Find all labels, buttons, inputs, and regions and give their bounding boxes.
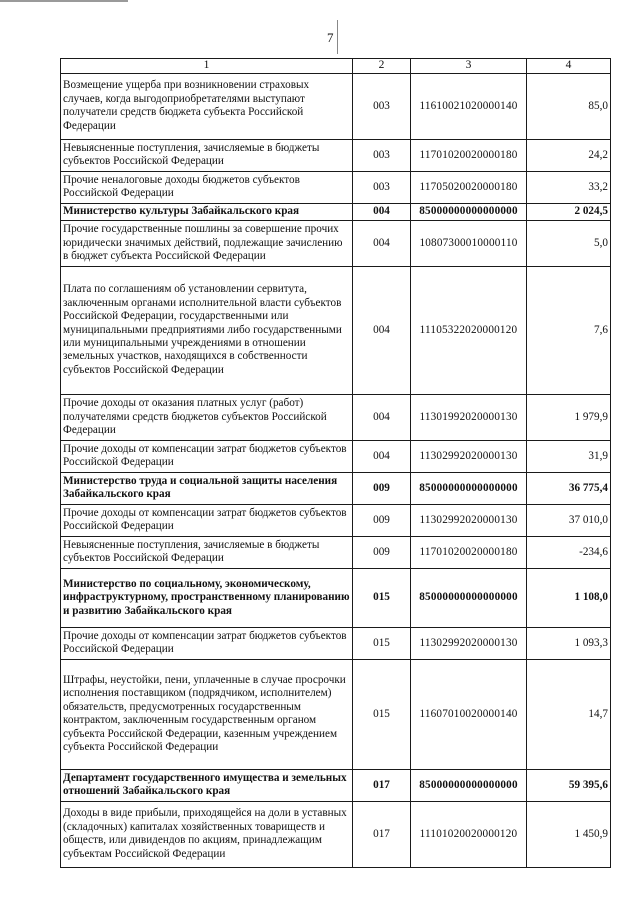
- row-name: Невыясненные поступления, зачисляемые в бюджеты субъектов Российской Федерации: [61, 536, 353, 568]
- row-admin-code: 015: [353, 659, 411, 769]
- row-amount: 1 108,0: [527, 568, 611, 627]
- table-row: [61, 536, 611, 568]
- row-name: Прочие доходы от компенсации затрат бюджетов субъектов Российской Федерации: [61, 627, 353, 659]
- row-admin-code: 017: [353, 769, 411, 801]
- table-row: [61, 73, 611, 139]
- row-amount: 37 010,0: [527, 504, 611, 536]
- revenue-table: [60, 58, 611, 868]
- row-budget-code: 85000000000000000: [411, 472, 527, 504]
- row-amount: 36 775,4: [527, 472, 611, 504]
- header-col-1: 1: [61, 59, 353, 74]
- row-budget-code: 85000000000000000: [411, 203, 527, 220]
- table-row-ministry: [61, 472, 611, 504]
- row-amount: 1 979,9: [527, 394, 611, 440]
- table-row: [61, 139, 611, 171]
- row-amount: 33,2: [527, 171, 611, 203]
- header-col-3: 3: [411, 59, 527, 74]
- row-budget-code: 10807300010000110: [411, 220, 527, 266]
- row-budget-code: 85000000000000000: [411, 769, 527, 801]
- row-name: Министерство по социальному, экономическому, инфраструктурному, пространственному планированию и развитию Забайкальского края: [61, 568, 353, 627]
- row-name: Плата по соглашениям об установлении сервитута, заключенным органами исполнительной власти субъектов Российской Федерации, государственными или муниципальными предприятиями либо государственными или муниципальными учреждениями в отношении земельных участков, находящихся в собственности субъектов Российской Федерации: [61, 266, 353, 394]
- row-name: Министерство труда и социальной защиты населения Забайкальского края: [61, 472, 353, 504]
- table-header-row: [61, 59, 611, 74]
- row-amount: 1 093,3: [527, 627, 611, 659]
- row-amount: 2 024,5: [527, 203, 611, 220]
- row-name: Прочие доходы от компенсации затрат бюджетов субъектов Российской Федерации: [61, 440, 353, 472]
- fold-mark: [337, 20, 338, 54]
- row-admin-code: 004: [353, 440, 411, 472]
- row-name: Штрафы, неустойки, пени, уплаченные в случае просрочки исполнения поставщиком (подрядчиком, исполнителем) обязательств, предусмотренных государственным контрактом, заключенным государственным органом субъекта Российской Федерации, казенным учреждением субъекта Российской Федерации: [61, 659, 353, 769]
- row-admin-code: 009: [353, 504, 411, 536]
- header-col-2: 2: [353, 59, 411, 74]
- row-budget-code: 11610021020000140: [411, 73, 527, 139]
- row-admin-code: 009: [353, 472, 411, 504]
- table-row-ministry: [61, 769, 611, 801]
- row-budget-code: 11607010020000140: [411, 659, 527, 769]
- row-admin-code: 009: [353, 536, 411, 568]
- row-name: Министерство культуры Забайкальского края: [61, 203, 353, 220]
- row-budget-code: 11302992020000130: [411, 504, 527, 536]
- page-number: 7: [327, 30, 334, 45]
- row-name: Департамент государственного имущества и земельных отношений Забайкальского края: [61, 769, 353, 801]
- row-amount: 59 395,6: [527, 769, 611, 801]
- row-admin-code: 017: [353, 801, 411, 867]
- row-admin-code: 015: [353, 568, 411, 627]
- row-amount: 1 450,9: [527, 801, 611, 867]
- row-admin-code: 015: [353, 627, 411, 659]
- scan-edge-line: [0, 0, 128, 2]
- row-amount: 24,2: [527, 139, 611, 171]
- row-budget-code: 11105322020000120: [411, 266, 527, 394]
- table-row: [61, 627, 611, 659]
- row-amount: 14,7: [527, 659, 611, 769]
- table-row: [61, 220, 611, 266]
- row-admin-code: 004: [353, 394, 411, 440]
- row-admin-code: 004: [353, 203, 411, 220]
- row-budget-code: 85000000000000000: [411, 568, 527, 627]
- row-name: Доходы в виде прибыли, приходящейся на доли в уставных (складочных) капиталах хозяйственных товариществ и обществ, или дивидендов по акциям, принадлежащим субъектам Российской Федерации: [61, 801, 353, 867]
- table-row-ministry: [61, 203, 611, 220]
- row-admin-code: 003: [353, 171, 411, 203]
- table-row: [61, 504, 611, 536]
- row-amount: -234,6: [527, 536, 611, 568]
- row-name: Прочие государственные пошлины за совершение прочих юридически значимых действий, подлежащие зачислению в бюджет субъекта Российской Федерации: [61, 220, 353, 266]
- row-budget-code: 11302992020000130: [411, 627, 527, 659]
- row-admin-code: 004: [353, 220, 411, 266]
- table-row: [61, 440, 611, 472]
- table-row-ministry: [61, 568, 611, 627]
- table-row: [61, 171, 611, 203]
- row-name: Прочие доходы от оказания платных услуг (работ) получателями средств бюджетов субъектов Российской Федерации: [61, 394, 353, 440]
- row-budget-code: 11701020020000180: [411, 536, 527, 568]
- row-amount: 5,0: [527, 220, 611, 266]
- row-amount: 85,0: [527, 73, 611, 139]
- row-budget-code: 11302992020000130: [411, 440, 527, 472]
- row-admin-code: 004: [353, 266, 411, 394]
- row-budget-code: 11101020020000120: [411, 801, 527, 867]
- row-name: Прочие доходы от компенсации затрат бюджетов субъектов Российской Федерации: [61, 504, 353, 536]
- row-amount: 31,9: [527, 440, 611, 472]
- row-name: Возмещение ущерба при возникновении страховых случаев, когда выгодоприобретателями выступают получатели средств бюджета субъекта Российской Федерации: [61, 73, 353, 139]
- table-row: [61, 394, 611, 440]
- row-budget-code: 11701020020000180: [411, 139, 527, 171]
- row-admin-code: 003: [353, 139, 411, 171]
- header-col-4: 4: [527, 59, 611, 74]
- row-budget-code: 11301992020000130: [411, 394, 527, 440]
- table-row: [61, 266, 611, 394]
- row-name: Невыясненные поступления, зачисляемые в бюджеты субъектов Российской Федерации: [61, 139, 353, 171]
- row-amount: 7,6: [527, 266, 611, 394]
- row-name: Прочие неналоговые доходы бюджетов субъектов Российской Федерации: [61, 171, 353, 203]
- table-row: [61, 801, 611, 867]
- row-admin-code: 003: [353, 73, 411, 139]
- table-row: [61, 659, 611, 769]
- row-budget-code: 11705020020000180: [411, 171, 527, 203]
